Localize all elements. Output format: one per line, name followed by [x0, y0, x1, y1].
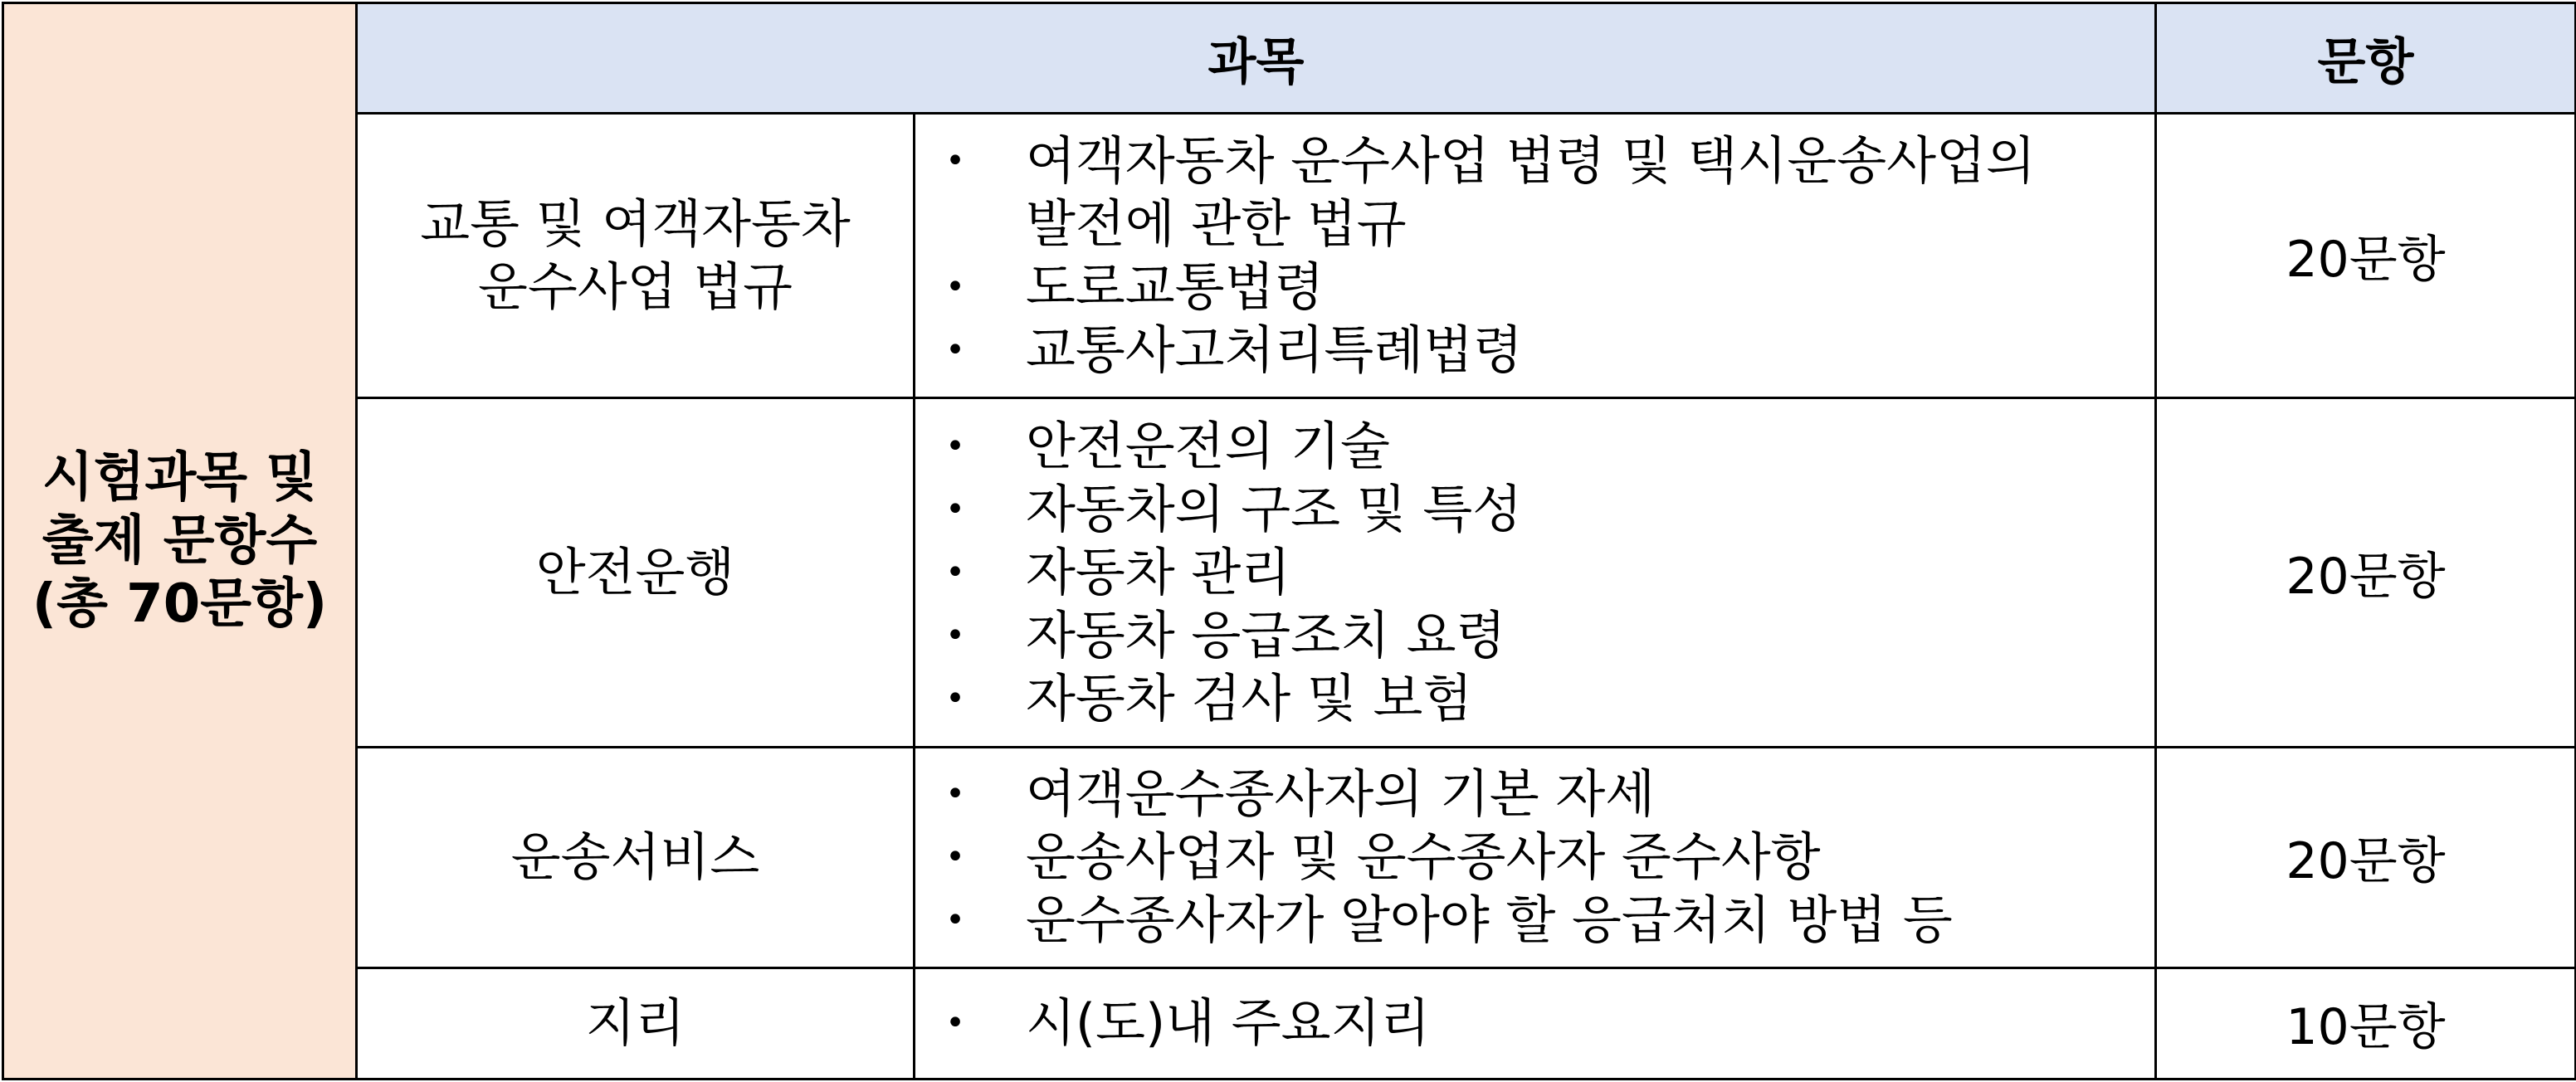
category-cell: [357, 398, 915, 748]
bullet-icon: •: [945, 901, 965, 940]
topic-line: 운송사업자 및 운수종사자 준수사항: [1026, 826, 1821, 888]
side-label-line: 시험과목 및: [41, 447, 318, 509]
topic-item: [915, 826, 2121, 889]
side-label-cell: [3, 3, 357, 1080]
topic-list: [915, 129, 2154, 382]
table-row: [3, 967, 2576, 1079]
table-row: [3, 398, 2576, 748]
topic-line: 발전에 관한 법규: [1026, 193, 1407, 255]
bullet-icon: •: [945, 775, 965, 814]
category-line: 운송서비스: [510, 826, 760, 888]
topic-list: [915, 415, 2154, 730]
topic-line: 자동차 검사 및 보험: [1026, 668, 1473, 729]
category-line: 안전운행: [535, 542, 735, 603]
count-header: 문항: [2156, 3, 2576, 114]
category-cell: [357, 114, 915, 398]
count-cell: 20문항: [2156, 748, 2576, 968]
count-cell: 10문항: [2156, 967, 2576, 1079]
topic-line: 안전운전의 기술: [1026, 416, 1390, 477]
topic-line: 시(도)내 주요지리: [1026, 992, 1431, 1054]
count-cell: 20문항: [2156, 398, 2576, 748]
topics-cell: [915, 114, 2156, 398]
topic-line: 운수종사자가 알아야 할 응급처치 방법 등: [1026, 889, 1953, 951]
topic-item: [915, 415, 2121, 478]
topic-item: [915, 541, 2121, 604]
topic-line: 자동차 관리: [1026, 542, 1291, 603]
topic-item: [915, 129, 2121, 256]
category-line: 교통 및 여객자동차: [420, 193, 851, 255]
category-line: 운수사업 법규: [477, 256, 793, 318]
topic-item: [915, 667, 2121, 730]
subject-header: 과목: [357, 3, 2156, 114]
category-line: 지리: [585, 992, 685, 1054]
topic-list: [915, 992, 2154, 1055]
topic-item: [915, 478, 2121, 541]
topic-item: [915, 256, 2121, 319]
bullet-icon: •: [945, 331, 965, 370]
bullet-icon: •: [945, 680, 965, 719]
bullet-icon: •: [945, 142, 965, 181]
topic-list: [915, 763, 2154, 952]
bullet-icon: •: [945, 617, 965, 656]
topic-item: [915, 604, 2121, 667]
topic-line: 여객자동차 운수사업 법령 및 택시운송사업의: [1026, 130, 2036, 192]
topic-line: 자동차의 구조 및 특성: [1026, 479, 1523, 540]
topic-line: 도로교통법령: [1026, 256, 1325, 318]
bullet-icon: •: [945, 838, 965, 877]
topic-item: [915, 992, 2121, 1055]
bullet-icon: •: [945, 427, 965, 466]
category-cell: [357, 967, 915, 1079]
topic-item: [915, 763, 2121, 826]
topic-line: 자동차 응급조치 요령: [1026, 605, 1506, 666]
bullet-icon: •: [945, 553, 965, 592]
bullet-icon: •: [945, 490, 965, 529]
topic-item: [915, 319, 2121, 382]
topics-cell: [915, 748, 2156, 968]
category-cell: [357, 748, 915, 968]
table-row: [3, 114, 2576, 398]
topic-line: 교통사고처리특례법령: [1026, 319, 1523, 381]
side-label-line: (총 70문항): [32, 573, 328, 635]
header-row: [3, 3, 2576, 114]
topic-line: 여객운수종사자의 기본 자세: [1026, 763, 1656, 825]
count-cell: 20문항: [2156, 114, 2576, 398]
bullet-icon: •: [945, 1004, 965, 1043]
table-row: [3, 748, 2576, 968]
topics-cell: [915, 398, 2156, 748]
bullet-icon: •: [945, 268, 965, 307]
exam-subjects-table: [2, 2, 2576, 1080]
topic-item: [915, 889, 2121, 952]
side-label-line: 출제 문항수: [41, 510, 318, 572]
topics-cell: [915, 967, 2156, 1079]
